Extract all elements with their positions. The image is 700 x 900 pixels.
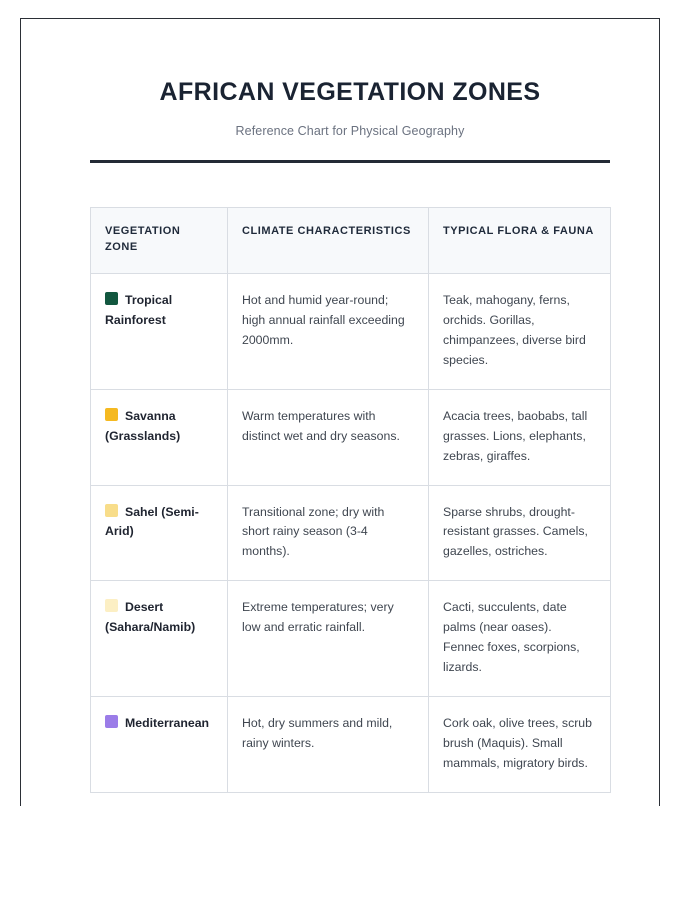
- column-header-climate-characteristics: CLIMATE CHARACTERISTICS: [228, 208, 429, 274]
- cell-typical-flora-fauna: Cork oak, olive trees, scrub brush (Maquis). Small mammals, migratory birds.: [429, 696, 611, 792]
- cell-climate-characteristics: Transitional zone; dry with short rainy season (3-4 months).: [228, 485, 429, 581]
- vegetation-zone-label: Mediterranean: [125, 715, 210, 730]
- page-subtitle: Reference Chart for Physical Geography: [235, 124, 465, 138]
- cell-vegetation-zone: [91, 274, 228, 390]
- vegetation-zones-table: [90, 207, 611, 793]
- table-header-row: [91, 208, 611, 274]
- vegetation-zone-label: Savanna (Grasslands): [105, 408, 181, 443]
- column-header-vegetation-zone: VEGETATION ZONE: [91, 208, 228, 274]
- title-divider-rule: [90, 160, 610, 163]
- color-swatch-sahel: [105, 504, 118, 517]
- cell-climate-characteristics: Extreme temperatures; very low and erratic rainfall.: [228, 581, 429, 697]
- color-swatch-desert: [105, 599, 118, 612]
- color-swatch-tropical-rainforest: [105, 292, 118, 305]
- cell-typical-flora-fauna: Cacti, succulents, date palms (near oases). Fennec foxes, scorpions, lizards.: [429, 581, 611, 697]
- column-header-typical-flora-fauna: TYPICAL FLORA & FAUNA: [429, 208, 611, 274]
- table-header: [91, 208, 611, 274]
- table-body: [91, 274, 611, 792]
- table-row: [91, 696, 611, 792]
- cell-climate-characteristics: Warm temperatures with distinct wet and dry seasons.: [228, 389, 429, 485]
- vegetation-zone-label: Sahel (Semi-Arid): [105, 504, 199, 539]
- table-row: [91, 389, 611, 485]
- cell-typical-flora-fauna: Teak, mahogany, ferns, orchids. Gorillas, chimpanzees, diverse bird species.: [429, 274, 611, 390]
- color-swatch-mediterranean: [105, 715, 118, 728]
- cell-climate-characteristics: Hot, dry summers and mild, rainy winters.: [228, 696, 429, 792]
- vegetation-zone-label: Desert (Sahara/Namib): [105, 600, 196, 635]
- cell-climate-characteristics: Hot and humid year-round; high annual rainfall exceeding 2000mm.: [228, 274, 429, 390]
- cell-typical-flora-fauna: Sparse shrubs, drought-resistant grasses. Camels, gazelles, ostriches.: [429, 485, 611, 581]
- table-row: [91, 485, 611, 581]
- cell-typical-flora-fauna: Acacia trees, baobabs, tall grasses. Lions, elephants, zebras, giraffes.: [429, 389, 611, 485]
- table-row: [91, 274, 611, 390]
- vegetation-zone-label: Tropical Rainforest: [105, 293, 173, 328]
- cell-vegetation-zone: [91, 581, 228, 697]
- page-title: AFRICAN VEGETATION ZONES: [159, 78, 541, 106]
- cell-vegetation-zone: [91, 389, 228, 485]
- cell-vegetation-zone: [91, 485, 228, 581]
- color-swatch-savanna: [105, 408, 118, 421]
- vegetation-zones-table-container: [90, 207, 610, 793]
- cell-vegetation-zone: [91, 696, 228, 792]
- table-row: [91, 581, 611, 697]
